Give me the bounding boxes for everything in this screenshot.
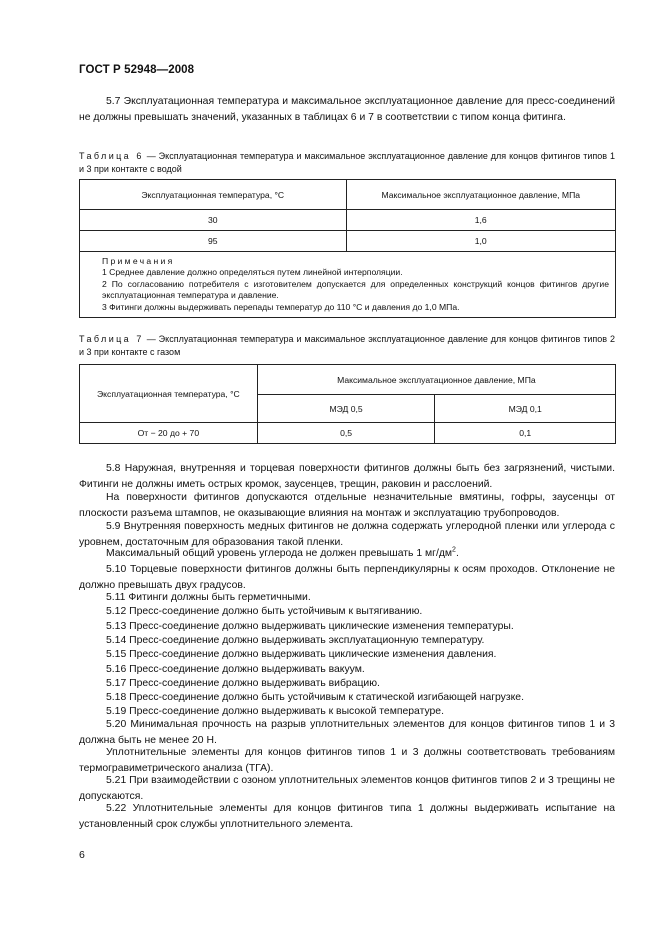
table-6-header-pressure: Максимальное эксплуатационное давление, МПа xyxy=(346,180,616,210)
note-2: 2 По согласованию потребителя с изготовителем допускается для определенных конструкций концов фитингов другие эксплуатационная температура и давление. xyxy=(102,278,609,301)
paragraph-5-20: 5.20 Минимальная прочность на разрыв уплотнительных элементов для концов фитингов типов 1 и 3 должна быть не менее 20 Н. xyxy=(79,719,615,746)
paragraph-5-20-cont: Уплотнительные элементы для концов фитингов типов 1 и 3 должны соответствовать требованиям термогравиметрического анализа (ТГА). xyxy=(79,747,615,774)
paragraph-5-8-cont: На поверхности фитингов допускаются отдельные незначительные вмятины, гофры, заусенцы от плоскости разъема штампов, не оказывающие влияния на монтаж и эксплуатацию трубопроводов. xyxy=(79,492,615,519)
table-7-header-med-0-5: МЭД 0,5 xyxy=(257,395,435,423)
paragraph-5-9: 5.9 Внутренняя поверхность медных фитингов не должна содержать углеродной пленки или углерода с уровнем, достаточным для образования такой пленки. xyxy=(79,521,615,548)
paragraph-5-14: 5.14 Пресс-соединение должно выдерживать эксплуатационную температуру. xyxy=(106,635,485,646)
paragraph-5-10: 5.10 Торцевые поверхности фитингов должны быть перпендикулярны к осям проходов. Отклонение не должно превышать двух градусов. xyxy=(79,564,615,591)
note-3: 3 Фитинги должны выдерживать перепады температур до 110 °С и давления до 1,0 МПа. xyxy=(102,301,460,312)
table-7-caption-text: — Эксплуатационная температура и максимальное эксплуатационное давление для концов фитингов типов 2 и 3 при контакте с газом xyxy=(79,334,615,357)
table-6-header-temperature: Эксплуатационная температура, °С xyxy=(80,180,347,210)
document-header: ГОСТ Р 52948—2008 xyxy=(79,64,195,76)
table-6-cell: 1,0 xyxy=(346,231,616,252)
superscript: 2 xyxy=(452,546,456,554)
table-row xyxy=(80,231,616,252)
table-6-caption xyxy=(79,150,615,176)
table-6-notes xyxy=(80,252,616,318)
table-7-cell: 0,5 xyxy=(257,423,435,444)
notes-title: Примечания xyxy=(102,256,175,266)
paragraph-5-22: 5.22 Уплотнительные элементы для концов фитингов типа 1 должны выдерживать испытание на установленный срок службы уплотнительного элемента. xyxy=(79,803,615,830)
table-7-caption xyxy=(79,333,615,359)
table-6-cell: 1,6 xyxy=(346,210,616,231)
table-row xyxy=(80,423,616,444)
paragraph-5-8: 5.8 Наружная, внутренняя и торцевая поверхности фитингов должны быть без загрязнений, чистыми. Фитинги не должны иметь острых кромок, заусенцев, трещин, раковин и расслоений. xyxy=(79,463,615,490)
paragraph-5-13: 5.13 Пресс-соединение должно выдерживать циклические изменения температуры. xyxy=(106,621,514,632)
table-7-header-temperature: Эксплуатационная температура, °С xyxy=(80,365,258,423)
paragraph-5-16: 5.16 Пресс-соединение должно выдерживать вакуум. xyxy=(106,664,365,675)
paragraph-5-21: 5.21 При взаимодействии с озоном уплотнительных элементов концов фитингов типов 2 и 3 трещины не допускаются. xyxy=(79,775,615,802)
table-6-cell: 95 xyxy=(80,231,347,252)
paragraph-5-9-cont xyxy=(79,546,615,562)
period: . xyxy=(455,548,459,559)
table-7-caption-word: Таблица 7 xyxy=(79,334,144,344)
paragraph-5-15: 5.15 Пресс-соединение должно выдерживать циклические изменения давления. xyxy=(106,649,497,660)
paragraph-5-12: 5.12 Пресс-соединение должно быть устойчивым к вытягиванию. xyxy=(106,606,423,617)
paragraph-5-19: 5.19 Пресс-соединение должно выдерживать к высокой температуре. xyxy=(106,706,444,717)
table-7-header-med-0-1: МЭД 0,1 xyxy=(435,395,616,423)
page-number: 6 xyxy=(79,849,85,861)
table-row xyxy=(80,210,616,231)
paragraph-5-17: 5.17 Пресс-соединение должно выдерживать вибрацию. xyxy=(106,678,380,689)
table-7-cell: От − 20 до + 70 xyxy=(80,423,258,444)
table-7-cell: 0,1 xyxy=(435,423,616,444)
table-6-caption-word: Таблица 6 xyxy=(79,151,144,161)
table-6-cell: 30 xyxy=(80,210,347,231)
table-6-caption-text: — Эксплуатационная температура и максимальное эксплуатационное давление для концов фитингов типов 1 и 3 при контакте с водой xyxy=(79,151,615,174)
table-7-header-pressure: Максимальное эксплуатационное давление, МПа xyxy=(257,365,615,395)
paragraph-5-18: 5.18 Пресс-соединение должно быть устойчивым к статической изгибающей нагрузке. xyxy=(106,692,524,703)
table-6 xyxy=(79,179,616,318)
paragraph-5-11: 5.11 Фитинги должны быть герметичными. xyxy=(106,592,311,603)
note-1: 1 Среднее давление должно определяться путем линейной интерполяции. xyxy=(102,267,403,278)
paragraph-5-7: 5.7 Эксплуатационная температура и максимальное эксплуатационное давление для пресс-соединений не должны превышать значений, указанных в таблицах 6 и 7 в соответствии с типом конца фитинга. xyxy=(79,96,615,123)
carbon-limit-text: Максимальный общий уровень углерода не должен превышать 1 мг/дм xyxy=(106,548,453,559)
table-7 xyxy=(79,364,616,444)
